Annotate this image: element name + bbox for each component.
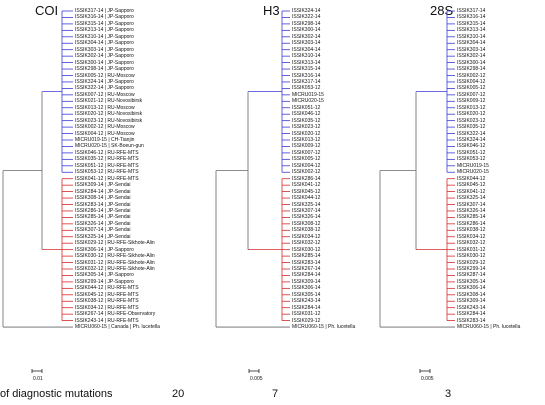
- tip-label: ISSIK304-14 | JP-Sapporo: [75, 40, 134, 47]
- tip-label: ISSIK032-12: [292, 240, 321, 247]
- tip-label: ISSIK308-14 | JP-Sendai: [75, 195, 131, 202]
- tip-label: ISSIK304-14: [292, 46, 321, 53]
- tip-label: MICRU019-15: [457, 162, 489, 169]
- 28s-mutation-count: 3: [445, 388, 452, 400]
- tip-label: ISSIK322-14 | JP-Sapporo: [75, 85, 134, 92]
- tip-label: ISSIK243-14: [292, 298, 321, 305]
- tip-label: ISSIK300-14: [292, 27, 321, 34]
- tip-label: ISSIK004-12: [292, 162, 321, 169]
- tip-label: ISSIK005-12 | RU-Moscow: [75, 72, 135, 79]
- tip-label: ISSIK285-14 | JP-Sendai: [75, 214, 131, 221]
- tip-label: ISSIK324-14 | JP-Sapporo: [75, 78, 134, 85]
- tip-label: ISSIK325-14: [457, 195, 486, 202]
- tip-label: ISSIK307-14 | JP-Sendai: [75, 227, 131, 234]
- tip-label: ISSIK044-12: [292, 195, 321, 202]
- tip-label: ISSIK267-14 | RU-RFE-Observatory: [75, 311, 156, 318]
- tip-label: ISSIK045-12: [457, 182, 486, 189]
- tip-label: ISSIK324-14: [292, 8, 321, 14]
- tip-label: ISSIK287-14: [457, 272, 486, 279]
- tip-label: ISSIK284-14 | JP-Sendai: [75, 188, 131, 195]
- tip-label: ISSIK302-14: [457, 53, 486, 60]
- panel-title-coi: COI: [35, 3, 59, 18]
- tip-label: ISSIK306-14: [457, 285, 486, 292]
- tip-label: ISSIK286-14 | JP-Sendai: [75, 207, 131, 214]
- tip-label: ISSIK053-12: [457, 156, 486, 163]
- tip-label: ISSIK243-14: [457, 304, 486, 311]
- tip-label: ISSIK308-12: [292, 220, 321, 227]
- panel-title-28s: 28S: [430, 3, 454, 18]
- tip-label: ISSIK045-12: [292, 188, 321, 195]
- tip-label: ISSIK007-12: [292, 149, 321, 156]
- tip-label: ISSIK045-12 | RU-RFE-MTS: [75, 291, 139, 298]
- tip-label: ISSIK046-12: [292, 111, 321, 118]
- tip-label: ISSIK051-12 | RU-RFE-MTS: [75, 162, 139, 169]
- tip-label: ISSIK002-12: [457, 72, 486, 79]
- tip-label: MICRU020-15: [457, 169, 489, 176]
- tip-label: ISSIK303-14 | JP-Sapporo: [75, 46, 134, 53]
- tip-label: ISSIK007-12: [457, 91, 486, 98]
- tip-label: ISSIK283-14 | JP-Sendai: [75, 201, 131, 208]
- tip-label: ISSIK302-14: [292, 33, 321, 40]
- tip-label: ISSIK313-14: [457, 27, 486, 34]
- tip-label: ISSIK038-12: [457, 227, 486, 234]
- tip-label: ISSIK310-14: [292, 53, 321, 60]
- tip-label: ISSIK298-14: [457, 66, 486, 73]
- tip-label: ISSIK051-12: [292, 104, 321, 111]
- tip-label: ISSIK326-14 | JP-Sendai: [75, 220, 131, 227]
- tip-label: ISSIK302-14 | JP-Sapporo: [75, 53, 134, 60]
- tip-label: ISSIK002-12 | RU-Moscow: [75, 124, 135, 131]
- tip-label: ISSIK267-14: [292, 266, 321, 272]
- tip-label: ISSIK009-12: [457, 98, 486, 105]
- tip-label: ISSIK051-12: [457, 149, 486, 156]
- tip-label: ISSIK035-12: [457, 124, 486, 131]
- tip-label: ISSIK284-14: [292, 304, 321, 311]
- tip-label: ISSIK023-12: [457, 117, 486, 124]
- tip-label: ISSIK020-12 | RU-Novosibirsk: [75, 111, 143, 118]
- tip-label: ISSIK004-12 | RU-Moscow: [75, 130, 135, 137]
- tip-label: ISSIK316-14 | JP-Sapporo: [75, 14, 134, 21]
- tip-label: ISSIK316-14: [292, 72, 321, 79]
- tip-label: ISSIK035-12 | RU-RFE-MTS: [75, 156, 139, 163]
- tip-label: ISSIK283-14: [457, 317, 486, 324]
- tip-label: ISSIK299-14 | JP-Sapporo: [75, 278, 134, 285]
- tip-label: ISSIK029-12 | RU-RFE-Sikhote-Alin: [75, 240, 155, 247]
- tip-label: ISSIK009-12: [292, 143, 321, 150]
- tip-label: ISSIK315-14: [457, 20, 486, 27]
- tip-label: ISSIK286-14: [292, 175, 321, 182]
- tip-label: ISSIK044-12 | RU-RFE-MTS: [75, 285, 139, 292]
- tip-label: ISSIK035-12: [292, 117, 321, 124]
- tip-label: ISSIK053-12: [292, 85, 321, 92]
- footer-label: of diagnostic mutations: [0, 388, 113, 400]
- tip-label: ISSIK286-14: [457, 220, 486, 227]
- tip-label: MICRU019-15: [292, 91, 324, 98]
- tip-label: ISSIK299-14: [457, 266, 486, 272]
- tip-label: ISSIK307-14: [457, 201, 486, 208]
- tip-label: ISSIK002-12: [292, 169, 321, 176]
- tip-label: ISSIK313-14: [292, 59, 321, 66]
- tip-label: ISSIK309-14: [292, 278, 321, 285]
- tip-label: ISSIK283-14: [292, 259, 321, 266]
- tip-label: ISSIK030-12: [457, 253, 486, 260]
- tip-label: ISSIK313-14 | JP-Sapporo: [75, 27, 134, 34]
- tip-label: ISSIK046-12: [457, 143, 486, 150]
- tip-label: ISSIK044-12: [457, 175, 486, 182]
- tip-label: ISSIK030-12: [292, 246, 321, 253]
- coi-scale-label: 0.01: [33, 376, 43, 382]
- tip-label: ISSIK005-12: [292, 156, 321, 163]
- tip-label: ISSIK243-14 | RU-RFE-MTS: [75, 317, 139, 324]
- tip-label: ISSIK053-12 | RU-RFE-MTS: [75, 169, 139, 176]
- coi-mutation-count: 20: [172, 388, 185, 400]
- tip-label: ISSIK031-12 | RU-RFE-Sikhote-Alin: [75, 259, 155, 266]
- tip-label: ISSIK284-14: [292, 272, 321, 279]
- tip-label: ISSIK020-12: [457, 111, 486, 118]
- tip-label: ISSIK032-12 | RU-RFE-Sikhote-Alin: [75, 266, 155, 272]
- tip-label: ISSIK041-12: [457, 188, 486, 195]
- tip-label: ISSIK031-12: [292, 311, 321, 318]
- tip-label: ISSIK032-12: [457, 240, 486, 247]
- tip-label: ISSIK325-14: [292, 201, 321, 208]
- h3-scale-label: 0.005: [250, 376, 263, 382]
- tip-label: ISSIK041-12: [292, 182, 321, 189]
- tip-label: MICRU060-15 | Canada | Ph. lucetella: [75, 324, 160, 331]
- tip-label: ISSIK309-14: [457, 298, 486, 305]
- tip-label: ISSIK013-12: [457, 104, 486, 111]
- tip-label: ISSIK284-14: [457, 311, 486, 318]
- tip-label: ISSIK031-12: [457, 246, 486, 253]
- tip-label: ISSIK046-12 | RU-RFE-MTS: [75, 149, 139, 156]
- tip-label: ISSIK310-14: [457, 33, 486, 40]
- tip-label: ISSIK034-12: [457, 233, 486, 240]
- tip-label: ISSIK038-12: [292, 227, 321, 234]
- tip-label: ISSIK325-14 | JP-Sendai: [75, 233, 131, 240]
- tip-label: ISSIK023-12 | RU-Novosibirsk: [75, 117, 143, 124]
- tip-label: ISSIK305-14 | JP-Sapporo: [75, 272, 134, 279]
- tip-label: ISSIK326-14: [457, 207, 486, 214]
- tip-label: ISSIK316-14: [457, 14, 486, 21]
- tip-label: ISSIK300-14 | JP-Sapporo: [75, 59, 134, 66]
- tip-label: ISSIK322-14: [457, 130, 486, 137]
- tip-label: MICRU060-15 | Ph. lucetella: [292, 324, 356, 331]
- tip-label: ISSIK041-12 | RU-RFE-MTS: [75, 175, 139, 182]
- tip-label: ISSIK285-14: [292, 253, 321, 260]
- tip-label: ISSIK020-12: [292, 130, 321, 137]
- tip-label: ISSIK013-12 | RU-Moscow: [75, 104, 135, 111]
- tip-label: ISSIK304-14: [457, 40, 486, 47]
- tip-label: ISSIK298-14 | JP-Sapporo: [75, 66, 134, 73]
- tip-label: ISSIK310-14 | JP-Sapporo: [75, 33, 134, 40]
- tip-label: ISSIK315-14 | JP-Sapporo: [75, 20, 134, 27]
- tip-label: ISSIK298-14: [292, 20, 321, 27]
- tip-label: ISSIK306-14 | JP-Sapporo: [75, 246, 134, 253]
- tip-label: ISSIK034-12 | RU-RFE-MTS: [75, 304, 139, 311]
- h3-mutation-count: 7: [272, 388, 279, 400]
- tip-label: ISSIK005-12: [457, 85, 486, 92]
- tip-label: ISSIK309-14 | JP-Sendai: [75, 182, 131, 189]
- tip-label: ISSIK300-14: [457, 59, 486, 66]
- tip-label: ISSIK308-14: [457, 291, 486, 298]
- tip-label: ISSIK306-14: [292, 285, 321, 292]
- tip-label: ISSIK029-12: [292, 317, 321, 324]
- tip-label: ISSIK285-14: [457, 214, 486, 221]
- tip-label: ISSIK038-12 | RU-RFE-MTS: [75, 298, 139, 305]
- tip-label: ISSIK322-14: [292, 14, 321, 21]
- tip-label: ISSIK013-12: [292, 137, 321, 143]
- 28s-scale-label: 0.005: [421, 376, 434, 382]
- tip-label: MICRU020-15 | SK-Boeun-gun: [75, 143, 144, 150]
- tip-label: ISSIK004-12: [457, 78, 486, 85]
- tip-label: MICRU019-15 | CH-Tianjin: [75, 137, 135, 143]
- tip-label: ISSIK324-14: [457, 137, 486, 143]
- tip-label: ISSIK317-14: [292, 78, 321, 85]
- tip-label: ISSIK326-14: [292, 214, 321, 221]
- tip-label: ISSIK305-14: [457, 278, 486, 285]
- tip-label: ISSIK029-12: [457, 259, 486, 266]
- tip-label: MICRU060-15 | Ph. lucetella: [457, 324, 521, 331]
- tip-label: MICRU020-15: [292, 98, 324, 105]
- tip-label: ISSIK317-14 | JP-Sapporo: [75, 8, 134, 14]
- tip-label: ISSIK303-14: [292, 40, 321, 47]
- panel-title-h3: H3: [263, 3, 280, 18]
- tip-label: ISSIK305-14: [292, 291, 321, 298]
- tip-label: ISSIK315-14: [292, 66, 321, 73]
- tip-label: ISSIK007-12 | RU-Moscow: [75, 91, 135, 98]
- tip-label: ISSIK021-12 | RU-Novosibirsk: [75, 98, 143, 105]
- tip-label: ISSIK034-12: [292, 233, 321, 240]
- tip-label: ISSIK307-14: [292, 207, 321, 214]
- tip-label: ISSIK030-12 | RU-RFE-Sikhote-Alin: [75, 253, 155, 260]
- tip-label: ISSIK023-12: [292, 124, 321, 131]
- tip-label: ISSIK303-14: [457, 46, 486, 53]
- tip-label: ISSIK317-14: [457, 8, 486, 14]
